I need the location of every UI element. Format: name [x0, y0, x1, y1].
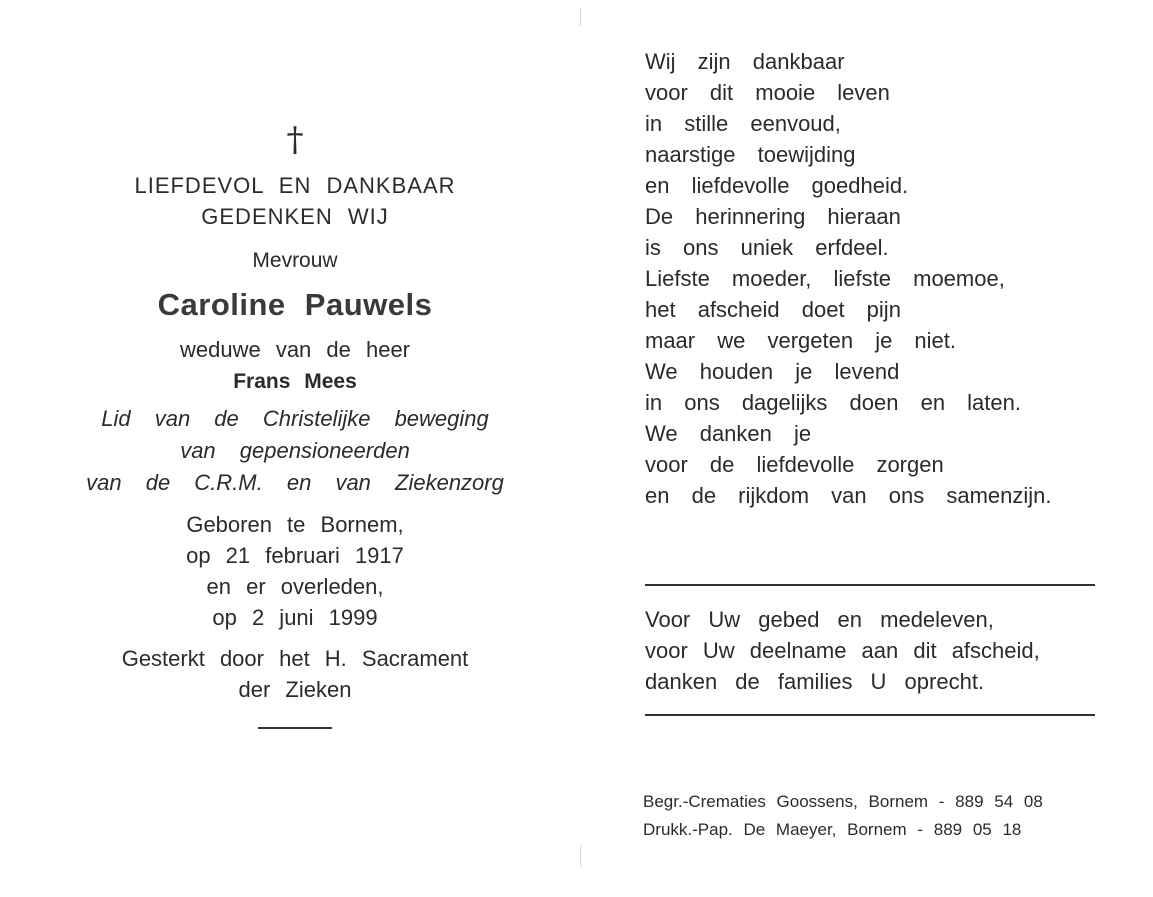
fold-mark-top	[580, 8, 581, 26]
divider-bottom	[645, 714, 1095, 716]
printer-line: Begr.-Crematies Goossens, Bornem - 889 54 08	[643, 792, 1043, 811]
poem-line: voor dit mooie leven	[645, 80, 890, 105]
poem-line: het afscheid doet pijn	[645, 297, 901, 322]
poem-line: is ons uniek erfdeel.	[645, 235, 889, 260]
deceased-name: Caroline Pauwels	[157, 287, 433, 322]
poem-line: maar we vergeten je niet.	[645, 328, 957, 353]
membership-line: van gepensioneerden	[180, 438, 410, 463]
birth-death-line: Geboren te Bornem,	[186, 512, 404, 537]
thanks-block	[645, 604, 1115, 697]
poem-line: en liefdevolle goedheid.	[645, 173, 909, 198]
intro-block	[40, 170, 550, 232]
fold-mark-bottom	[580, 845, 581, 867]
poem-line: We houden je levend	[645, 359, 900, 384]
printer-credits	[643, 788, 1113, 844]
husband-name: Frans Mees	[233, 370, 357, 393]
poem	[645, 46, 1105, 511]
birth-death-line: en er overleden,	[206, 574, 384, 599]
birth-death-line: op 21 februari 1917	[186, 543, 404, 568]
sacrament-line: der Zieken	[238, 677, 352, 702]
birth-death-block	[40, 509, 550, 633]
sacrament-block	[40, 643, 550, 705]
sacrament-line: Gesterkt door het H. Sacrament	[121, 646, 469, 671]
poem-line: naarstige toewijding	[645, 142, 856, 167]
closing-divider	[258, 727, 332, 729]
intro-line: LIEFDEVOL EN DANKBAAR	[134, 173, 456, 198]
cross-icon: †	[286, 120, 304, 160]
printer-line: Drukk.-Pap. De Maeyer, Bornem - 889 05 18	[643, 820, 1022, 839]
poem-line: Liefste moeder, liefste moemoe,	[645, 266, 1005, 291]
honorific: Mevrouw	[252, 249, 338, 272]
thanks-line: Voor Uw gebed en medeleven,	[645, 607, 994, 632]
poem-line: Wij zijn dankbaar	[645, 49, 845, 74]
birth-death-line: op 2 juni 1999	[212, 605, 378, 630]
intro-line: GEDENKEN WIJ	[201, 204, 389, 229]
widow-line: weduwe van de heer	[179, 337, 411, 362]
right-panel	[645, 46, 1105, 511]
thanks-line: danken de families U oprecht.	[645, 669, 985, 694]
membership-line: van de C.R.M. en van Ziekenzorg	[86, 470, 504, 495]
poem-line: in ons dagelijks doen en laten.	[645, 390, 1021, 415]
poem-line: en de rijkdom van ons samenzijn.	[645, 483, 1052, 508]
thanks-line: voor Uw deelname aan dit afscheid,	[645, 638, 1040, 663]
left-panel	[40, 120, 550, 729]
poem-line: We danken je	[645, 421, 812, 446]
membership-line: Lid van de Christelijke beweging	[101, 406, 489, 431]
poem-line: in stille eenvoud,	[645, 111, 841, 136]
membership-block	[40, 403, 550, 499]
poem-line: De herinnering hieraan	[645, 204, 901, 229]
divider-top	[645, 584, 1095, 586]
poem-line: voor de liefdevolle zorgen	[645, 452, 944, 477]
